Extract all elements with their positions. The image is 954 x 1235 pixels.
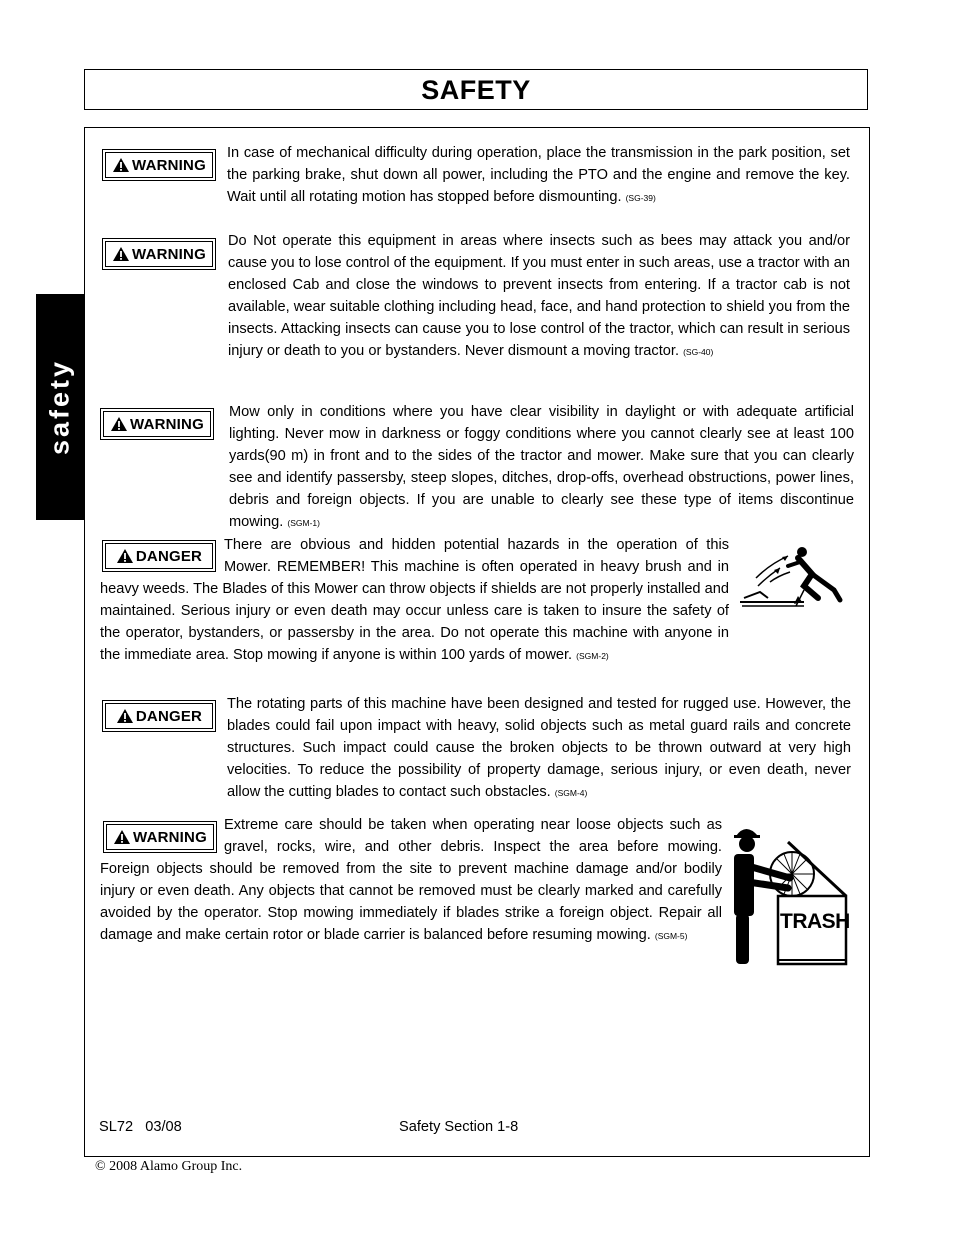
warning-paragraph bbox=[228, 230, 850, 363]
warning-triangle-icon bbox=[112, 246, 130, 262]
warning-paragraph bbox=[227, 142, 850, 209]
copyright: © 2008 Alamo Group Inc. bbox=[95, 1159, 243, 1174]
paragraph-text: The rotating parts of this machine have been designed and tested for rugged use. However, the blades could fail upon impact with heavy, solid objects such as metal guard rails and concrete structures. Such impact could cause the broken objects to be thrown outward at very high velocities. To reduce the possibility of property damage, serious injury, or even death, never allow the cutting blades to contact such obstacles. bbox=[227, 696, 851, 800]
reference-code: (SG-40) bbox=[683, 347, 714, 357]
label-text: DANGER bbox=[135, 547, 203, 565]
warning-label bbox=[102, 149, 216, 181]
danger-label bbox=[102, 700, 216, 732]
paragraph-text: Mow only in conditions where you have clear visibility in daylight or with adequate artificial lighting. Never mow in darkness or foggy conditions where you cannot clearly see at least 100 yards(90 m) in front and to the sides of the tractor and mower. Make sure that you can clearly see and identify passersby, steep slopes, ditches, drop-offs, overhead obstructions, power lines, debris and foreign objects. If you are unable to clearly see these type of items discontinue mowing. bbox=[229, 404, 854, 530]
warning-triangle-icon bbox=[110, 416, 128, 432]
page-title: SAFETY bbox=[421, 75, 531, 105]
warning-paragraph bbox=[229, 401, 854, 534]
paragraph-text: Do Not operate this equipment in areas where insects such as bees may attack you and/or cause you to lose control of the equipment. If you must enter in such areas, use a tractor with an enclosed Cab and close the windows to prevent insects from entering. If a tractor cab is not available, wear suitable clothing including head, face, and hand protection to shield you from the insects. Attacking insects can cause you to lose control of the tractor, which can result in serious injury or death to you or bystanders. Never dismount a moving tractor. bbox=[228, 233, 850, 359]
trash-label: TRASH bbox=[780, 910, 850, 933]
paragraph-text: Extreme care should be taken when operating near loose objects such as gravel, rocks, wire, and other debris. Inspect the area before mowing. Foreign objects should be removed from the site to prevent machine damage and/or bodily injury or even death. Any objects that cannot be removed must be clearly marked and carefully avoided by the operator. Stop mowing immediately if blades strike a foreign object. Repair all damage and make certain rotor or blade carrier is balanced before resuming mowing. bbox=[100, 817, 722, 943]
reference-code: (SGM-1) bbox=[287, 518, 320, 528]
label-text: WARNING bbox=[133, 828, 207, 846]
warning-label bbox=[102, 238, 216, 270]
label-text: WARNING bbox=[132, 245, 206, 263]
label-text: DANGER bbox=[135, 707, 203, 725]
paragraph-text: There are obvious and hidden potential hazards in the operation of this Mower. REMEMBER! This machine is often operated in heavy brush and in heavy weeds. The Blades of this Mower can throw objects if shields are not properly installed and maintained. Serious injury or even death may occur unless care is taken to insure the safety of the operator, bystanders, or passersby in the area. Do not operate this machine with anyone in the immediate area. Stop mowing if anyone is within 100 yards of mower. bbox=[100, 537, 729, 663]
reference-code: (SG-39) bbox=[625, 193, 656, 203]
reference-code: (SGM-4) bbox=[554, 788, 588, 798]
reference-code: (SGM-5) bbox=[654, 931, 688, 941]
warning-paragraph bbox=[100, 814, 722, 947]
label-text: WARNING bbox=[130, 415, 204, 433]
warning-triangle-icon bbox=[112, 157, 130, 173]
label-text: WARNING bbox=[132, 156, 206, 174]
warning-triangle-icon bbox=[116, 708, 134, 724]
side-tab bbox=[36, 294, 84, 520]
thrown-object-hazard-icon bbox=[738, 546, 846, 610]
paragraph-text: In case of mechanical difficulty during operation, place the transmission in the park position, set the parking brake, shut down all power, including the PTO and the engine and remove the key. Wait until all rotating motion has stopped before dismounting. bbox=[227, 145, 850, 205]
footer-model: SL72 03/08 bbox=[99, 1119, 182, 1135]
footer-section: Safety Section 1-8 bbox=[399, 1119, 519, 1135]
trash-disposal-illustration bbox=[730, 822, 848, 968]
danger-paragraph bbox=[100, 534, 729, 667]
warning-label bbox=[100, 408, 214, 440]
side-tab-label: safety bbox=[44, 358, 75, 456]
danger-paragraph bbox=[227, 693, 851, 804]
page-header bbox=[84, 69, 868, 110]
reference-code: (SGM-2) bbox=[576, 651, 609, 661]
worker-trash-icon bbox=[730, 822, 848, 968]
